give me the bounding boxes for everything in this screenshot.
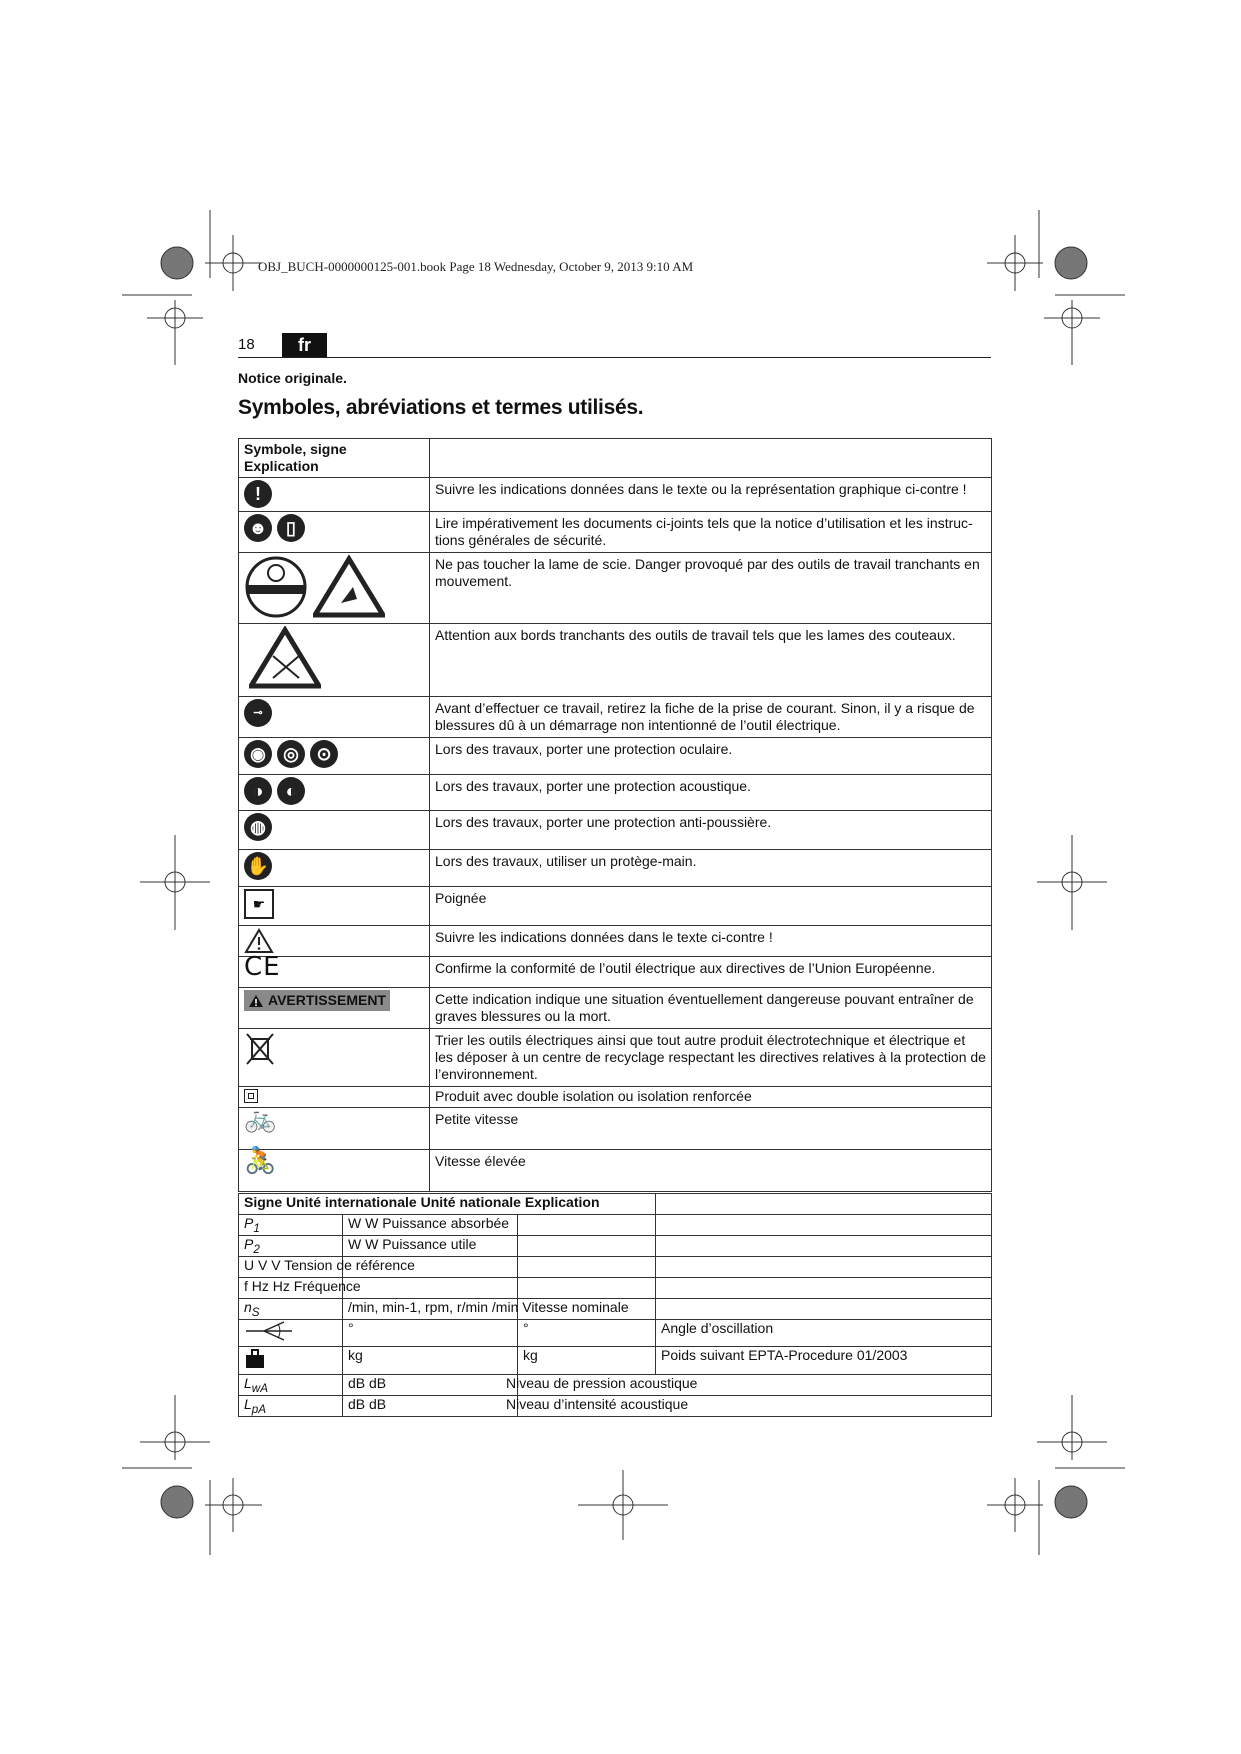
table-row xyxy=(239,1108,992,1150)
table-row xyxy=(239,553,992,624)
table-row: $P_2$ W W Puissance utile xyxy=(239,1236,992,1257)
weight-icon xyxy=(244,1347,266,1369)
table-row xyxy=(239,1029,992,1087)
slow-cyclist-icon: 🚲 xyxy=(244,1103,277,1133)
row-text: Suivre les indications données dans le texte ou la représentation graphique ci-contre ! xyxy=(430,478,992,512)
units-table xyxy=(238,1193,992,1417)
row-text: Lors des travaux, porter une protection anti-poussière. xyxy=(430,811,992,850)
gloves-icon: ✋ xyxy=(244,852,272,880)
table-row xyxy=(239,1087,992,1108)
table-row xyxy=(239,512,992,553)
table-row xyxy=(239,1150,992,1192)
row-text: Cette indication indique une situation éventuellement dangereuse pouvant entraîner de graves blessures ou la mort. xyxy=(430,988,992,1029)
row-text: Vitesse élevée xyxy=(430,1150,992,1192)
table-row xyxy=(239,775,992,811)
table-row: f Hz Hz Fréquence xyxy=(239,1278,992,1299)
handle-icon: ☛ xyxy=(244,889,274,919)
units-table-header: Signe Unité internationale Unité nationale Explication xyxy=(239,1194,656,1215)
header-rule xyxy=(238,357,991,358)
book-info-line: OBJ_BUCH-0000000125-001.book Page 18 Wednesday, October 9, 2013 9:10 AM xyxy=(258,259,694,274)
ce-mark-icon: CE xyxy=(244,952,281,982)
table-row xyxy=(239,850,992,887)
table-row xyxy=(239,478,992,512)
sharp-edge-warning-icon xyxy=(244,626,424,690)
row-text: Avant d’effectuer ce travail, retirez la fiche de la prise de courant. Sinon, il y a risque de blessures dû à un démarrage non intentionné de l’outil électrique. xyxy=(430,697,992,738)
table-row xyxy=(239,624,992,697)
table-row: $P_1$ W W Puissance absorbée xyxy=(239,1215,992,1236)
table-row xyxy=(239,887,992,926)
row-text: Confirme la conformité de l’outil électrique aux directives de l’Union Européenne. xyxy=(430,957,992,988)
table-header-row xyxy=(239,439,992,478)
oscillation-angle-icon xyxy=(244,1320,294,1342)
symbols-table xyxy=(238,438,992,1192)
table-row xyxy=(239,738,992,775)
dust-mask-icon: ◍ xyxy=(244,813,272,841)
row-text: Attention aux bords tranchants des outils de travail tels que les lames des couteaux. xyxy=(430,624,992,697)
avertissement-badge: AVERTISSEMENT xyxy=(244,990,390,1011)
row-text: Poignée xyxy=(430,887,992,926)
page-title: Symboles, abréviations et termes utilisés. xyxy=(238,396,644,419)
row-text: Produit avec double isolation ou isolation renforcée xyxy=(430,1087,992,1108)
page-number: 18 xyxy=(238,336,255,353)
double-insulation-icon xyxy=(244,1089,258,1103)
crossed-bin-icon xyxy=(244,1031,276,1067)
fast-cyclist-icon: 🚴 xyxy=(244,1145,277,1175)
table-row xyxy=(239,988,992,1029)
table-row: $n_S$ /min, min-1, rpm, r/min /min Vitesse nominale xyxy=(239,1299,992,1320)
exclamation-icon: ! xyxy=(244,480,272,508)
row-text: Trier les outils électriques ainsi que tout autre produit électrotechnique et électrique et les déposer à un centre de recyclage respectant les directives relatives à la protection de l’environnement. xyxy=(430,1029,992,1087)
table-row xyxy=(239,811,992,850)
eye-protection-icon: ◉ ◎ ⊙ xyxy=(244,740,424,768)
saw-blade-warning-icon xyxy=(244,555,424,619)
ear-protection-icon: ◑ ◐ xyxy=(244,777,424,805)
language-badge: fr xyxy=(282,333,327,357)
row-text: Ne pas toucher la lame de scie. Danger provoqué par des outils de travail tranchants en mouvement. xyxy=(430,553,992,624)
table-row: U V V Tension de référence xyxy=(239,1257,992,1278)
read-manual-icon: ☻ ▯ xyxy=(244,514,424,542)
row-text: Suivre les indications données dans le texte ci-contre ! xyxy=(430,926,992,957)
row-text: Petite vitesse xyxy=(430,1108,992,1150)
table-row: ° ° Angle d’oscillation xyxy=(239,1320,992,1347)
table-row: $L_{pA}$ dB dB Niveau d’intensité acoustique xyxy=(239,1396,992,1417)
unplug-icon: ⊸ xyxy=(244,699,272,727)
table-row: kg kg Poids suivant EPTA-Procedure 01/2003 xyxy=(239,1347,992,1375)
row-text: Lors des travaux, porter une protection acoustique. xyxy=(430,775,992,811)
table-row xyxy=(239,957,992,988)
row-text: Lors des travaux, utiliser un protège-main. xyxy=(430,850,992,887)
symbols-table-header: Symbole, signe Explication xyxy=(239,439,430,478)
table-row xyxy=(239,926,992,957)
row-text: Lire impérativement les documents ci-joints tels que la notice d’utilisation et les instruc- tions générales de sécurité. xyxy=(430,512,992,553)
table-row: $L_{wA}$ dB dB Niveau de pression acoustique xyxy=(239,1375,992,1396)
row-text: Lors des travaux, porter une protection oculaire. xyxy=(430,738,992,775)
table-header-row xyxy=(239,1194,992,1215)
table-row xyxy=(239,697,992,738)
notice-label: Notice originale. xyxy=(238,370,347,386)
warning-icon xyxy=(248,994,264,1008)
warning-triangle-icon xyxy=(244,928,274,954)
